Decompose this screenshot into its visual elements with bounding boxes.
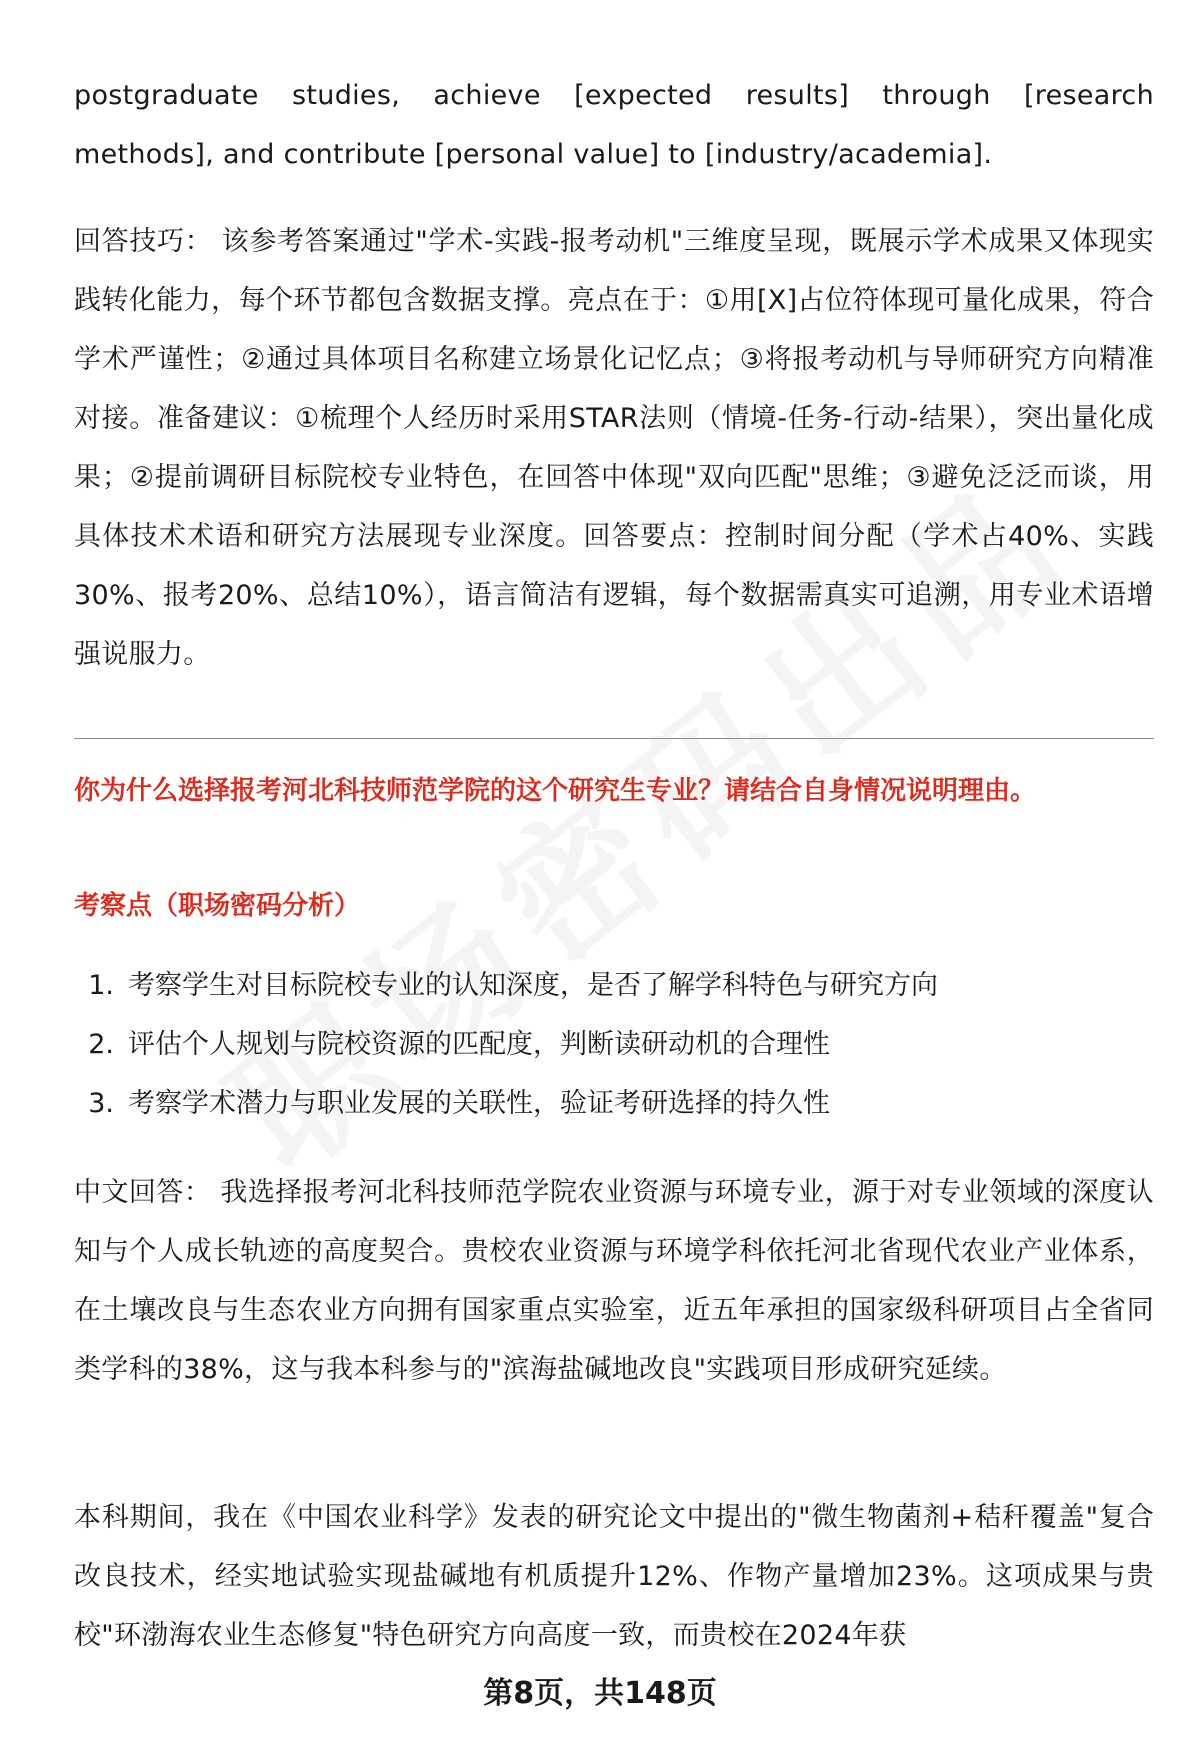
page-content bbox=[74, 0, 1154, 684]
question-heading: 你为什么选择报考河北科技师范学院的这个研究生专业？请结合自身情况说明理由。 bbox=[74, 776, 1037, 806]
intro-english-paragraph: postgraduate studies, achieve [expected results] through [research methods], and contribute [personal value] to [industry/academia]. bbox=[74, 80, 1154, 170]
list-text: 考察学术潜力与职业发展的关联性，验证考研选择的持久性 bbox=[128, 1088, 830, 1119]
chinese-answer-paragraph: 中文回答： 我选择报考河北科技师范学院农业资源与环境专业，源于对专业领域的深度认知与个人成长轨迹的高度契合。贵校农业资源与环境学科依托河北省现代农业产业体系，在土壤改良与生态农业方向拥有国家重点实验室，近五年承担的国家级科研项目占全省同类学科的38%，这与我本科参与的"滨海盐碱地改良"实践项目形成研究延续。 bbox=[74, 1177, 1154, 1385]
list-item bbox=[74, 956, 1154, 1015]
list-number: 2. bbox=[88, 1029, 114, 1060]
section-divider bbox=[74, 738, 1154, 739]
list-item bbox=[74, 1015, 1154, 1074]
list-number: 1. bbox=[88, 970, 114, 1001]
list-text: 评估个人规划与院校资源的匹配度，判断读研动机的合理性 bbox=[128, 1029, 830, 1060]
page-number-footer: 第8页，共148页 bbox=[483, 1676, 717, 1711]
analysis-subheading: 考察点（职场密码分析） bbox=[74, 891, 361, 921]
analysis-points-list bbox=[74, 956, 1154, 1133]
list-item bbox=[74, 1074, 1154, 1133]
list-text: 考察学生对目标院校专业的认知深度，是否了解学科特色与研究方向 bbox=[128, 970, 938, 1001]
list-number: 3. bbox=[88, 1088, 114, 1119]
answer-tips-paragraph: 回答技巧： 该参考答案通过"学术-实践-报考动机"三维度呈现，既展示学术成果又体现实践转化能力，每个环节都包含数据支撑。亮点在于：①用[X]占位符体现可量化成果，符合学术严谨性；②通过具体项目名称建立场景化记忆点；③将报考动机与导师研究方向精准对接。准备建议：①梳理个人经历时采用STAR法则（情境-任务-行动-结果），突出量化成果；②提前调研目标院校专业特色，在回答中体现"双向匹配"思维；③避免泛泛而谈，用具体技术术语和研究方法展现专业深度。回答要点：控制时间分配（学术占40%、实践30%、报考20%、总结10%），语言简洁有逻辑，每个数据需真实可追溯，用专业术语增强说服力。 bbox=[74, 226, 1154, 670]
chinese-answer-paragraph-2: 本科期间，我在《中国农业科学》发表的研究论文中提出的"微生物菌剂+秸秆覆盖"复合改良技术，经实地试验实现盐碱地有机质提升12%、作物产量增加23%。这项成果与贵校"环渤海农业生态修复"特色研究方向高度一致，而贵校在2024年获 bbox=[74, 1502, 1154, 1651]
